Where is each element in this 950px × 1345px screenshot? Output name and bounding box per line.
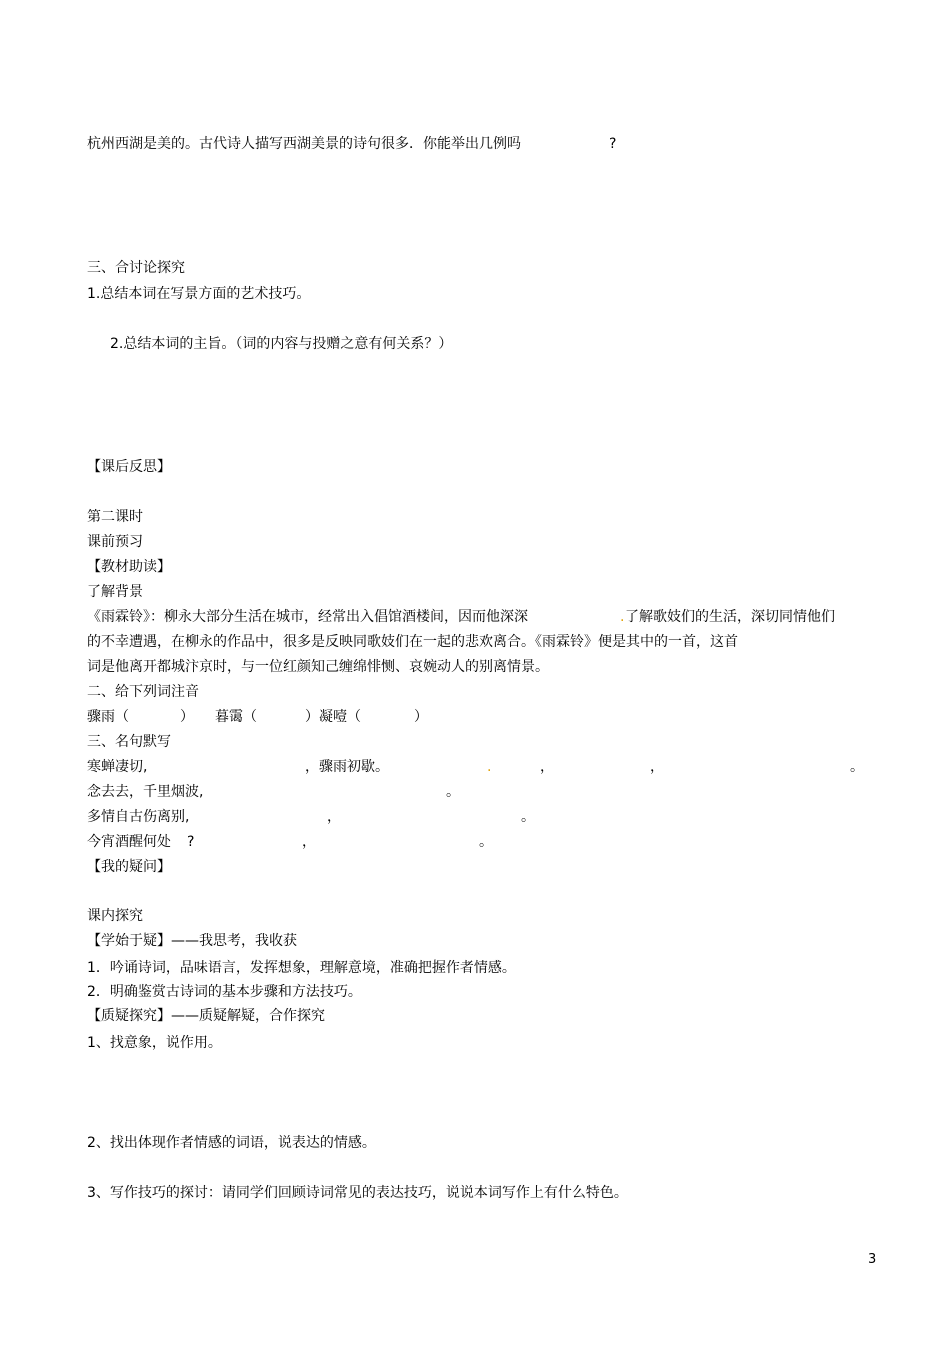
- westlake-question-mark: ?: [609, 136, 617, 152]
- pinyin-close-3: ）: [414, 709, 428, 725]
- aid-heading: 【教材助读】: [87, 559, 171, 575]
- preview-heading: 课前预习: [87, 534, 143, 550]
- page-number: 3: [868, 1252, 877, 1267]
- dictation-line3-a: 多情自古伤离别,: [87, 809, 190, 825]
- dictation-line3-c: ，: [327, 809, 341, 825]
- background-line-3: 词是他离开都城汴京时，与一位红颜知己缠绵悱恻、哀婉动人的别离情景。: [87, 659, 549, 675]
- learn-heading: 【学始于疑】——我思考，我收获: [87, 933, 297, 949]
- background-dot: .: [620, 609, 625, 625]
- lesson2-title: 第二课时: [87, 509, 143, 525]
- dictation-line1-e: 。: [850, 759, 864, 775]
- my-questions-heading: 【我的疑问】: [87, 859, 171, 875]
- pinyin-heading: 二、给下列词注音: [87, 684, 199, 700]
- dictation-line1-a: 寒蝉凄切,: [87, 759, 148, 775]
- dictation-line1-dot: .: [487, 759, 492, 775]
- background-line-1a: 《雨霖铃》：柳永大部分生活在城市，经常出入倡馆酒楼间，因而他深深: [87, 609, 528, 625]
- background-line-1b: 了解歌妓们的生活，深切同情他们: [625, 609, 835, 625]
- pinyin-close-1: ）: [180, 709, 194, 725]
- task-3: 3、写作技巧的探讨：请同学们回顾诗词常见的表达技巧，说说本词写作上有什么特色。: [87, 1185, 628, 1201]
- dictation-line1-c: ，: [540, 759, 554, 775]
- reflection-heading: 【课后反思】: [87, 459, 171, 475]
- dictation-heading: 三、名句默写: [87, 734, 171, 750]
- discussion-item-2: 2.总结本词的主旨。（词的内容与投赠之意有何关系？）: [110, 336, 453, 352]
- dictation-line4-e: 。: [479, 834, 493, 850]
- discussion-heading: 三、合讨论探究: [87, 260, 185, 276]
- dictation-line4-q: ?: [187, 834, 195, 850]
- background-heading: 了解背景: [87, 584, 143, 600]
- task-1: 1、找意象，说作用。: [87, 1035, 222, 1051]
- pinyin-word-2: 暮霭（: [215, 709, 257, 725]
- goal-2: 2．明确鉴赏古诗词的基本步骤和方法技巧。: [87, 984, 362, 1000]
- dictation-line3-e: 。: [521, 809, 535, 825]
- pinyin-word-3: ）凝噎（: [305, 709, 361, 725]
- task-2: 2、找出体现作者情感的词语，说表达的情感。: [87, 1135, 376, 1151]
- dictation-line4-a: 今宵酒醒何处: [87, 834, 171, 850]
- dictation-line2-a: 念去去，千里烟波,: [87, 784, 204, 800]
- dictation-line2-e: 。: [446, 784, 460, 800]
- inclass-title: 课内探究: [87, 908, 143, 924]
- goal-1: 1．吟诵诗词，品味语言，发挥想象，理解意境，准确把握作者情感。: [87, 960, 516, 976]
- pinyin-word-1: 骤雨（: [87, 709, 129, 725]
- discussion-item-1: 1.总结本词在写景方面的艺术技巧。: [87, 286, 311, 302]
- dictation-line4-c: ，: [302, 834, 316, 850]
- inquiry-heading: 【质疑探究】——质疑解疑，合作探究: [87, 1008, 325, 1024]
- westlake-question-text: 杭州西湖是美的。古代诗人描写西湖美景的诗句很多．你能举出几例吗: [87, 136, 521, 152]
- dictation-line1-b: ，骤雨初歇。: [305, 759, 389, 775]
- dictation-line1-d: ，: [650, 759, 664, 775]
- background-line-2: 的不幸遭遇，在柳永的作品中，很多是反映同歌妓们在一起的悲欢离合。《雨霖铃》便是其中的一首，这首: [87, 634, 738, 650]
